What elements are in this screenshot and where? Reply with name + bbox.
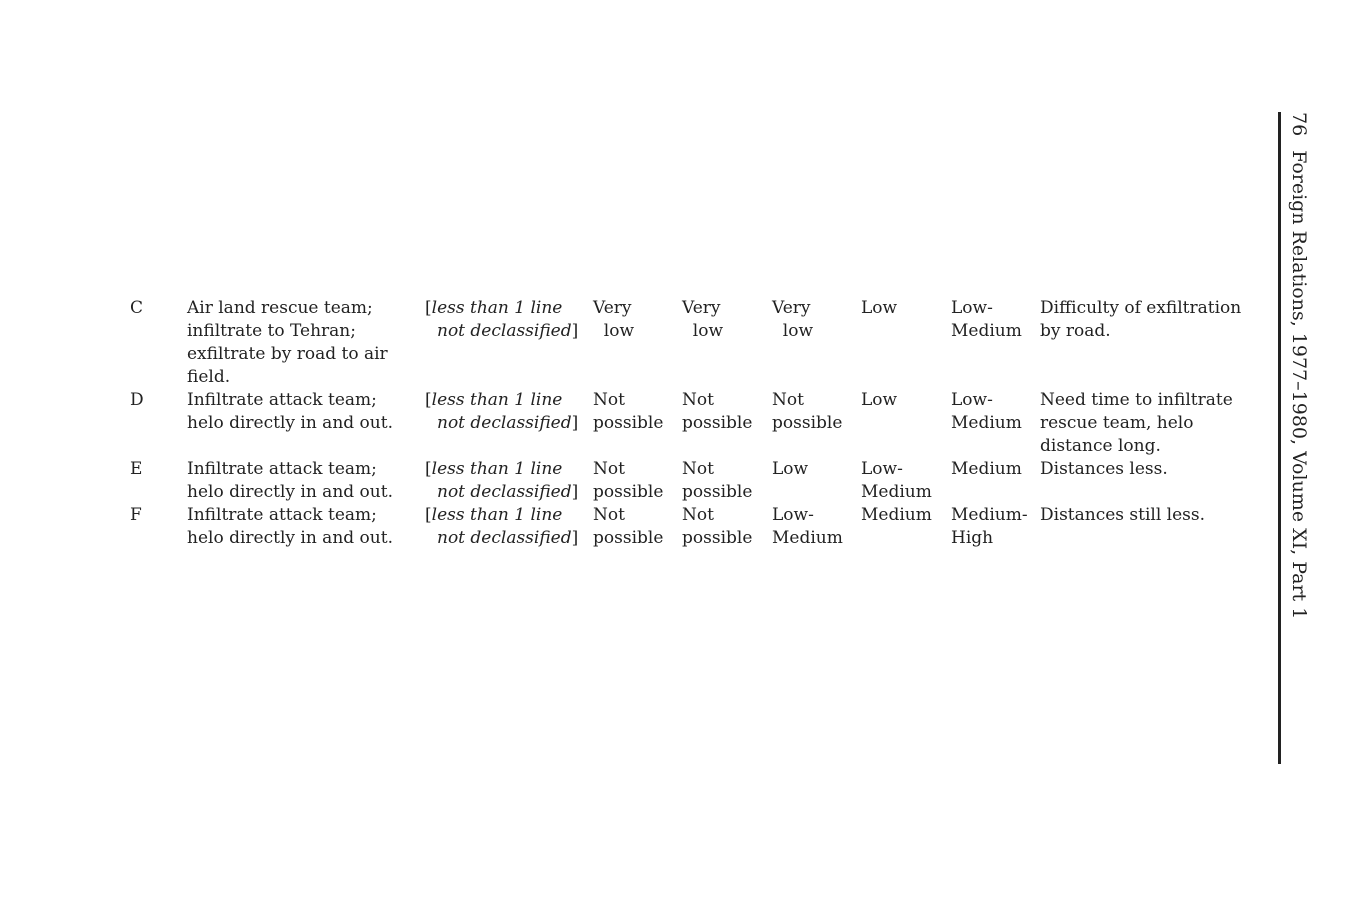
rating-cell: Very low (593, 298, 635, 341)
redaction-note-line1: less than 1 line (431, 298, 563, 318)
rating-cell: Low- Medium (951, 390, 1022, 433)
redaction-note-line2: not declassified (437, 321, 572, 341)
rating-cell: Very low (682, 298, 724, 341)
running-head (1288, 112, 1310, 619)
comment-cell: Need time to infiltrate rescue team, helo distance long. (1040, 390, 1233, 456)
option-description: Infiltrate attack team; helo directly in and out. (187, 459, 393, 502)
redaction-note-line1: less than 1 line (431, 390, 563, 410)
rating-cell: Low (772, 459, 809, 479)
rating-cell: Medium (951, 459, 1022, 479)
rating-cell: Not possible (682, 459, 753, 502)
option-letter: E (130, 459, 143, 479)
rating-cell: Low (861, 390, 898, 410)
redaction-note-line2: not declassified (437, 482, 572, 502)
comment-cell: Distances still less. (1040, 505, 1206, 525)
running-head-title: Foreign Relations, 1977–1980, Volume XI, Part 1 (1288, 150, 1310, 620)
rating-cell: Not possible (593, 505, 664, 548)
rating-cell: Low- Medium (861, 459, 932, 502)
redaction-note: [less than 1 line not declassified] (425, 298, 579, 341)
rating-cell: Not possible (593, 459, 664, 502)
rating-cell: Low- Medium (951, 298, 1022, 341)
option-letter: F (130, 505, 142, 525)
rating-cell: Medium (861, 505, 932, 525)
option-letter: D (130, 390, 144, 410)
redaction-note-line1: less than 1 line (431, 459, 563, 479)
option-letter: C (130, 298, 144, 318)
rating-cell: Very low (772, 298, 814, 341)
redaction-note: [less than 1 line not declassified] (425, 459, 579, 502)
rating-cell: Medium- High (951, 505, 1028, 548)
header-rule (1278, 112, 1281, 764)
option-description: Infiltrate attack team; helo directly in and out. (187, 390, 393, 433)
rating-cell: Not possible (682, 390, 753, 433)
option-description: Air land rescue team; infiltrate to Tehran; exfiltrate by road to air field. (187, 298, 388, 387)
redaction-note-line1: less than 1 line (431, 505, 563, 525)
rating-cell: Not possible (593, 390, 664, 433)
option-description: Infiltrate attack team; helo directly in and out. (187, 505, 393, 548)
redaction-note-line2: not declassified (437, 413, 572, 433)
rating-cell: Not possible (682, 505, 753, 548)
rating-cell: Low- Medium (772, 505, 843, 548)
rating-cell: Low (861, 298, 898, 318)
redaction-note: [less than 1 line not declassified] (425, 505, 579, 548)
comment-cell: Distances less. (1040, 459, 1168, 479)
redaction-note: [less than 1 line not declassified] (425, 390, 579, 433)
redaction-note-line2: not declassified (437, 528, 572, 548)
page-number: 76 (1288, 112, 1310, 137)
comment-cell: Difficulty of exfiltration by road. (1040, 298, 1242, 341)
rating-cell: Not possible (772, 390, 843, 433)
